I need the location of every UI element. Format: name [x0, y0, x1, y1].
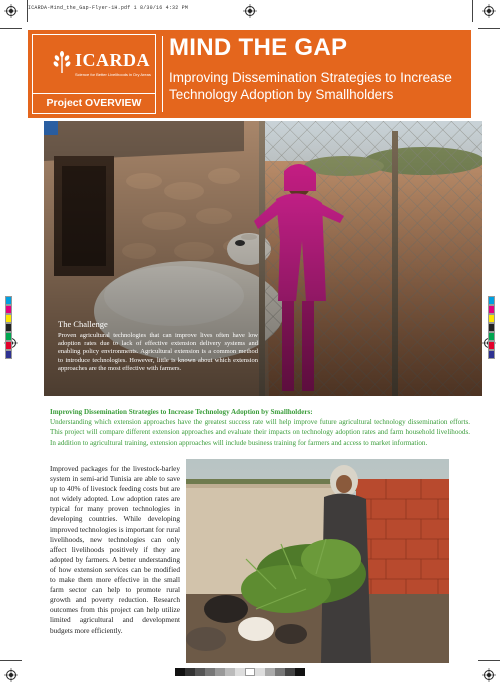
- registration-mark-icon: [482, 4, 496, 18]
- icarda-logo-icon: [51, 50, 73, 74]
- logo-area: [33, 35, 155, 94]
- registration-mark-icon: [4, 668, 18, 682]
- intro-text: Understanding which extension approaches have the greatest success rate will help improve future agricultural technology dissemination efforts. This project will compare different extension approaches and evaluate their impacts on technology adoption rates and farm household livelihoods. In addition to agricultural training, extension approaches will include business training for farmers and access to market information.: [50, 418, 470, 447]
- challenge-section: [58, 319, 258, 373]
- body-paragraph: Improved packages for the livestock-barley system in semi-arid Tunisia are able to save up to 40% of livestock feeding costs but are not widely adopted. Low adoption rates are typical for many proven technologies in developing countries. While developing improved technologies is important for rural livelihoods, new technologies can only affect livelihoods positively if they are adopted by farmers. A better understanding of how extension services can be modified to make them more effective in the small farm sector can help to promote rural growth and poverty reduction. Research outcomes from this project can help utilize limited agricultural and development budgets more efficiently.: [50, 464, 180, 635]
- crop-mark: [27, 0, 28, 22]
- print-colorbar-right: [488, 296, 495, 359]
- crop-mark: [478, 660, 500, 661]
- registration-mark-icon: [4, 4, 18, 18]
- logo-box: [32, 34, 156, 114]
- print-slug: ICARDA-Mind_the_Gap-Flyer-1H.pdf 1 8/30/16 4:32 PM: [28, 5, 189, 11]
- registration-mark-icon: [243, 4, 257, 18]
- project-overview-label: Project OVERVIEW: [46, 97, 142, 109]
- challenge-heading: The Challenge: [58, 319, 108, 329]
- header-banner: [28, 30, 471, 118]
- page-subtitle: Improving Dissemination Strategies to Increase Technology Adoption by Smallholders: [169, 70, 452, 102]
- page-title: MIND THE GAP: [169, 34, 348, 61]
- print-colorbar-left: [5, 296, 12, 359]
- intro-section: [50, 407, 470, 448]
- logo-name: ICARDA: [75, 50, 150, 70]
- registration-mark-icon: [482, 668, 496, 682]
- header-divider: [162, 36, 163, 112]
- print-graybar: [175, 668, 305, 676]
- logo-tagline: Science for Better Livelihoods in Dry Areas: [75, 72, 151, 77]
- crop-mark: [0, 28, 22, 29]
- intro-heading: Improving Dissemination Strategies to Increase Technology Adoption by Smallholders:: [50, 408, 313, 416]
- crop-mark: [0, 660, 22, 661]
- photo-woman-feeding-sheep: [186, 459, 449, 663]
- crop-mark: [478, 28, 500, 29]
- crop-mark: [472, 0, 473, 22]
- challenge-text: Proven agricultural technologies that can improve lives often have low adoption rates due to lack of effective extension delivery systems and enabling policy environments. Agricultural extension is a common method to introduce technologies. However, little is known about which extension approaches are the most effective with farmers.: [58, 332, 258, 372]
